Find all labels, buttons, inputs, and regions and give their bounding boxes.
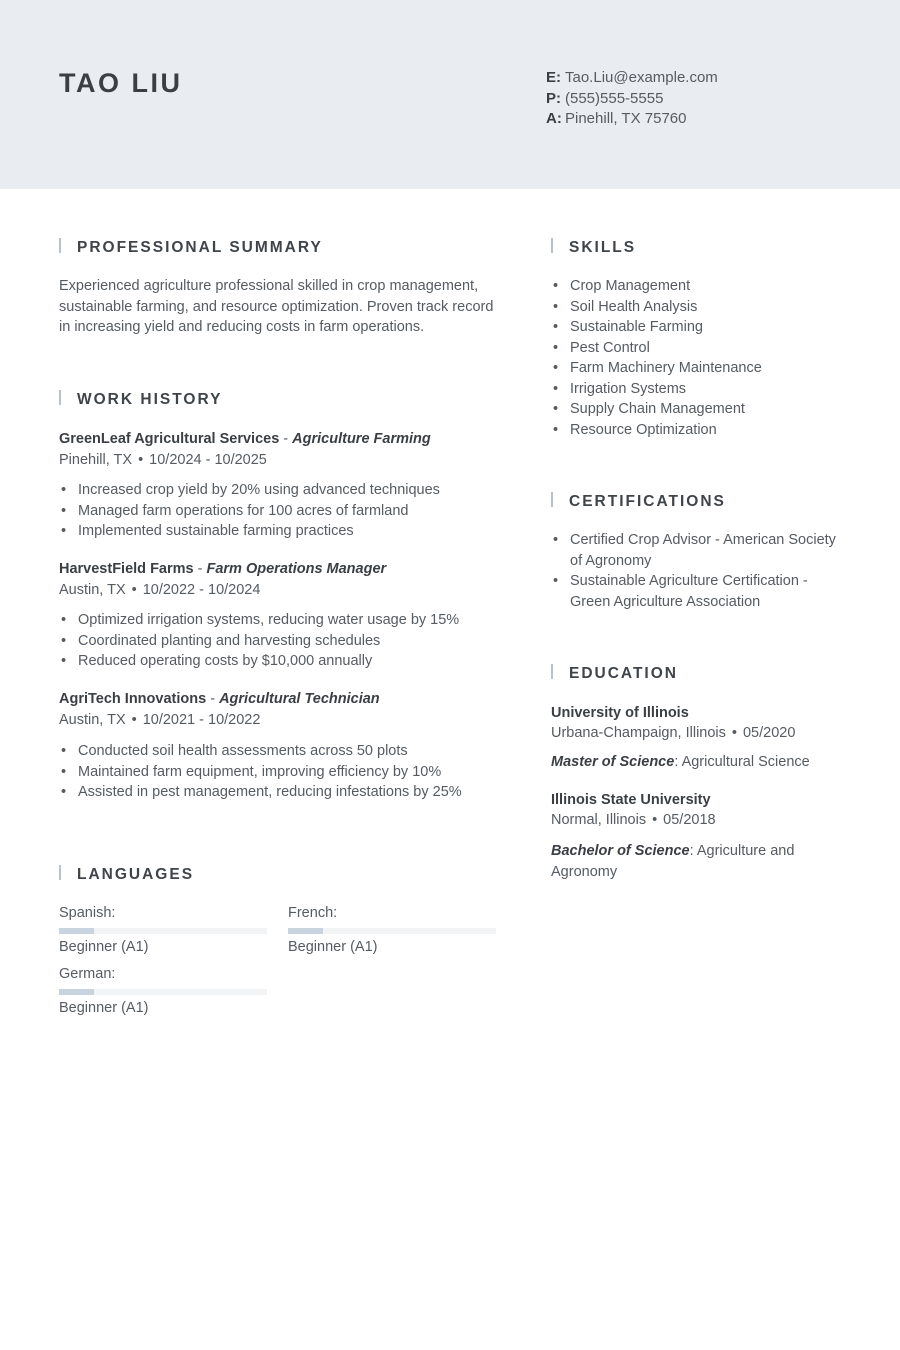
certification-line: Green Agriculture Association [570,593,761,610]
meta-bullet: • [652,812,658,828]
heading-accent-bar [551,238,553,253]
work-history-heading-text: WORK HISTORY [77,391,223,408]
education-degree [551,752,851,773]
meta-bullet: • [131,712,137,728]
summary-line: in increasing yield and reducing costs in farm operations. [59,319,425,335]
job-header [59,559,386,580]
meta-bullet: • [131,582,137,598]
languages-heading [59,865,194,884]
skill-item: • Irrigation Systems [551,379,851,400]
language-level-bar [59,928,267,934]
education-meta [551,723,795,744]
job-header [59,429,431,450]
job-role: Farm Operations Manager [206,561,387,577]
summary-heading-text: PROFESSIONAL SUMMARY [77,239,323,256]
certification-line: • Sustainable Agriculture Certification - [570,573,808,589]
contact-phone [546,89,718,110]
meta-bullet: • [731,725,737,741]
education-heading-text: EDUCATION [569,665,678,682]
job-bullets [59,610,519,672]
job-bullet: • Maintained farm equipment, improving efficiency by 10% [59,762,519,783]
languages-heading-text: LANGUAGES [77,866,195,883]
skills-heading-text: SKILLS [569,239,637,256]
education-degree-name: Bachelor of Science [551,843,690,859]
contact-address [546,109,718,130]
job-bullet: • Assisted in pest management, reducing infestations by 25% [59,782,519,803]
contact-phone-key: P: [546,89,561,107]
language-level-fill [288,928,323,934]
job-dates: 10/2024 - 10/2025 [149,452,267,468]
language-level-text: Beginner (A1) [288,938,378,955]
contact-address-value: Pinehill, TX 75760 [565,110,687,127]
job-bullets [59,741,519,803]
contact-address-key: A: [546,110,562,127]
education-school: University of Illinois [551,705,689,721]
skill-item: • Sustainable Farming [551,317,851,338]
language-level-fill [59,989,94,995]
language-name: German: [59,966,116,982]
job-role: Agriculture Farming [292,431,431,447]
job-meta [59,710,260,731]
heading-accent-bar [59,865,61,880]
skill-item: • Supply Chain Management [551,399,851,420]
job-separator: - [193,561,207,577]
resume-header [0,0,900,189]
job-header [59,689,380,710]
job-bullets [59,480,519,542]
job-bullet: • Implemented sustainable farming practices [59,521,519,542]
language-item [59,903,267,957]
certification-line: of Agronomy [570,552,652,569]
education-meta [551,810,716,831]
certifications-heading-text: CERTIFICATIONS [569,493,726,510]
job-location: Pinehill, TX [59,452,133,468]
skill-item: • Soil Health Analysis [551,297,851,318]
contact-email-value[interactable]: Tao.Liu@example.com [565,69,718,86]
education-field: : Agricultural Science [674,754,810,770]
candidate-name: TAO LIU [59,68,183,98]
job-meta [59,450,267,471]
language-level-text: Beginner (A1) [59,999,149,1016]
heading-accent-bar [551,664,553,679]
job-company: AgriTech Innovations [59,691,207,707]
job-bullet: • Managed farm operations for 100 acres of farmland [59,501,519,522]
skill-item: • Pest Control [551,338,851,359]
language-item [59,964,267,1018]
job-bullet: • Coordinated planting and harvesting schedules [59,631,519,652]
summary-paragraph [59,276,509,338]
language-level-bar [59,989,267,995]
job-company: GreenLeaf Agricultural Services [59,431,280,447]
job-meta [59,580,260,601]
contact-email [546,68,718,89]
job-location: Austin, TX [59,582,126,598]
certification-line: • Certified Crop Advisor - American Society [570,532,836,548]
language-level-text: Beginner (A1) [59,938,149,955]
job-bullet: • Conducted soil health assessments across 50 plots [59,741,519,762]
language-item [288,903,496,957]
education-degree [551,841,801,882]
certifications-list [551,530,861,612]
job-separator: - [279,431,293,447]
job-company: HarvestField Farms [59,561,194,577]
certifications-heading [551,492,726,511]
meta-bullet: • [138,452,144,468]
education-degree-name: Master of Science [551,754,675,770]
education-heading [551,664,678,683]
skill-item: • Resource Optimization [551,420,851,441]
education-field: : Agriculture and Agronomy [551,843,795,880]
contact-email-key: E: [546,69,561,86]
job-dates: 10/2021 - 10/2022 [142,712,261,728]
summary-heading [59,238,323,257]
summary-line: Experienced agriculture professional skilled in crop management, [59,278,479,294]
skills-heading [551,238,636,257]
language-level-fill [59,928,94,934]
job-location: Austin, TX [59,712,126,728]
education-date: 05/2020 [742,725,796,741]
language-name: Spanish: [59,905,116,921]
education-school: Illinois State University [551,792,711,808]
job-dates: 10/2022 - 10/2024 [142,582,261,598]
certification-item [551,571,861,612]
skills-list [551,276,851,440]
heading-accent-bar [551,492,553,507]
certification-item [551,530,861,571]
job-bullet: • Increased crop yield by 20% using advanced techniques [59,480,519,501]
language-name: French: [288,905,338,921]
skill-item: • Farm Machinery Maintenance [551,358,851,379]
language-level-bar [288,928,496,934]
education-location: Urbana-Champaign, Illinois [551,725,726,741]
job-bullet: • Optimized irrigation systems, reducing water usage by 15% [59,610,519,631]
heading-accent-bar [59,390,61,405]
heading-accent-bar [59,238,61,253]
summary-line: sustainable farming, and resource optimization. Proven track record [59,298,494,315]
job-role: Agricultural Technician [219,691,380,707]
contact-phone-value: (555)555-5555 [565,89,664,107]
job-separator: - [206,691,220,707]
skill-item: • Crop Management [551,276,851,297]
education-location: Normal, Illinois [551,812,647,828]
job-bullet: • Reduced operating costs by $10,000 annually [59,651,519,672]
contact-block [546,68,718,130]
work-history-heading [59,390,222,409]
education-date: 05/2018 [663,812,716,828]
